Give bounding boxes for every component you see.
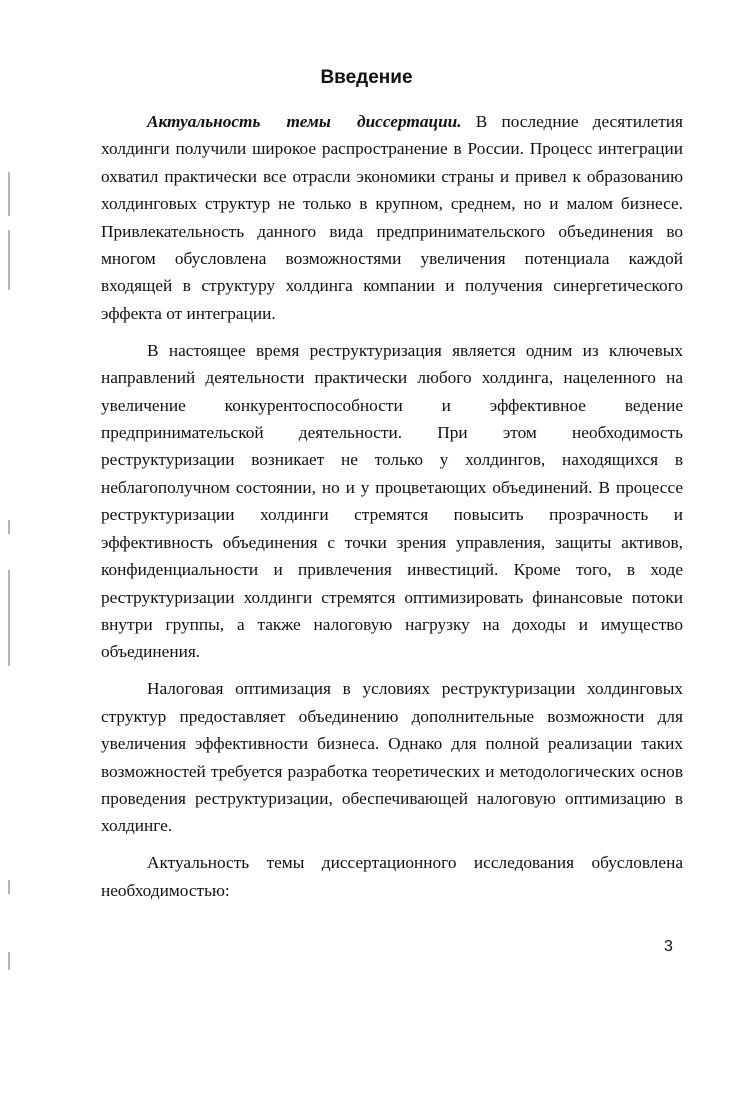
page-number: 3	[664, 938, 673, 955]
body-text	[101, 108, 683, 914]
paragraph-lead-phrase: Актуальность темы диссертации.	[147, 112, 462, 131]
scan-artifact	[8, 570, 10, 666]
scan-artifact	[8, 880, 10, 894]
scan-artifact	[8, 230, 10, 290]
scan-artifact	[8, 172, 10, 216]
page-title: Введение	[320, 67, 413, 88]
scan-artifact	[8, 520, 10, 534]
paragraph-restructuring: В настоящее время реструктуризация является одним из ключевых направлений деятельности практически любого холдинга, нацеленного на увеличение конкурентоспособности и эффективное ведение предпринимательской деятельности. При этом необходимость реструктуризации возникает не только у холдингов, находящихся в неблагополучном состоянии, но и у процветающих объединений. В процессе реструктуризации холдинги стремятся повысить прозрачность и эффективность объединения с точки зрения управления, защиты активов, конфиденциальности и привлечения инвестиций. Кроме того, в ходе реструктуризации холдинги стремятся оптимизировать финансовые потоки внутри группы, а также налоговую нагрузку на доходы и имущество объединения.	[101, 340, 683, 662]
paragraph-tax-optimization: Налоговая оптимизация в условиях реструктуризации холдинговых структур предоставляет объединению дополнительные возможности для увеличения эффективности бизнеса. Однако для полной реализации таких возможностей требуется разработка теоретических и методологических основ проведения реструктуризации, обеспечивающей налоговую оптимизацию в холдинге.	[101, 679, 683, 836]
scan-artifact	[8, 952, 10, 970]
paragraph-relevance	[101, 108, 683, 327]
paragraph-text: В последние десятилетия холдинги получили широкое распространение в России. Процесс интеграции охватил практически все отрасли экономики страны и привел к образованию холдинговых структур не только в крупном, среднем, но и малом бизнесе. Привлекательность данного вида предпринимательского объединения во многом обусловлена возможностями увеличения потенциала каждой входящей в структуру холдинга компании и получения синергетического эффекта от интеграции.	[101, 112, 684, 323]
paragraph-necessity: Актуальность темы диссертационного исследования обусловлена необходимостью:	[101, 853, 683, 900]
